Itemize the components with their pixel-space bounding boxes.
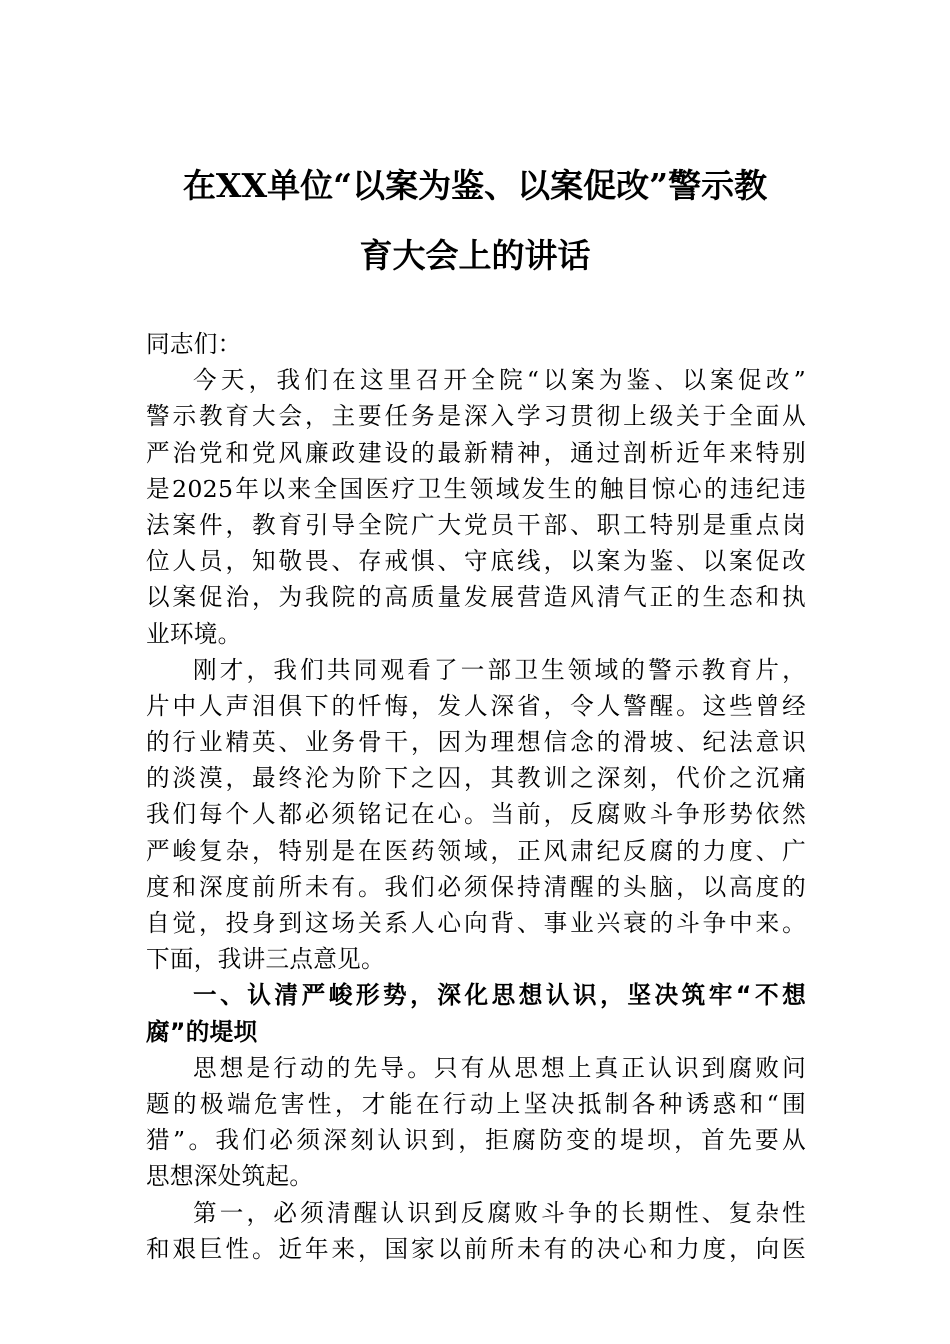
body-text-line: 位人员，知敬畏、存戒惧、守底线，以案为鉴、以案促改 — [146, 547, 806, 576]
body-text-line: 思想深处筑起。 — [146, 1162, 314, 1191]
document-body — [146, 326, 806, 1267]
body-text-line: 思想是行动的先导。只有从思想上真正认识到腐败问 — [193, 1053, 806, 1082]
section-heading-line: 一、认清严峻形势，深化思想认识，坚决筑牢“不想 — [193, 981, 806, 1010]
body-text-line: 警示教育大会，主要任务是深入学习贯彻上级关于全面从 — [146, 402, 806, 431]
body-text-line: 片中人声泪俱下的忏悔，发人深省，令人警醒。这些曾经 — [146, 691, 806, 720]
body-text-line: 刚才，我们共同观看了一部卫生领域的警示教育片， — [193, 655, 806, 684]
section-heading-line: 腐”的堤坝 — [146, 1017, 258, 1046]
body-text-line: 自觉，投身到这场关系人心向背、事业兴衰的斗争中来。 — [146, 909, 806, 937]
body-text-line: 下面，我讲三点意见。 — [146, 945, 385, 974]
body-text-line: 法案件，教育引导全院广大党员干部、职工特别是重点岗 — [146, 510, 806, 539]
body-text-line: 的行业精英、业务骨干，因为理想信念的滑坡、纪法意识 — [146, 728, 806, 757]
body-text-line: 我们每个人都必须铭记在心。当前，反腐败斗争形势依然 — [146, 800, 806, 829]
body-text-line: 业环境。 — [146, 619, 242, 648]
document-title-line-1: 在XX单位“以案为鉴、以案促改”警示教 — [182, 166, 768, 205]
body-text-line: 和艰巨性。近年来，国家以前所未有的决心和力度，向医 — [146, 1234, 806, 1263]
body-text-line: 度和深度前所未有。我们必须保持清醒的头脑，以高度的 — [146, 872, 806, 901]
body-text-line: 第一，必须清醒认识到反腐败斗争的长期性、复杂性 — [193, 1198, 806, 1227]
body-text-line: 今天，我们在这里召开全院“以案为鉴、以案促改” — [193, 366, 806, 395]
body-text-line: 的淡漠，最终沦为阶下之囚，其教训之深刻，代价之沉痛 — [146, 764, 806, 793]
body-text-line: 是2025年以来全国医疗卫生领域发生的触目惊心的违纪违 — [146, 474, 806, 503]
body-text-line: 猎”。我们必须深刻认识到，拒腐防变的堤坝，首先要从 — [146, 1126, 806, 1155]
body-text-line: 以案促治，为我院的高质量发展营造风清气正的生态和执 — [146, 583, 806, 612]
document-title-line-2: 育大会上的讲话 — [359, 236, 591, 275]
body-text-line: 严峻复杂，特别是在医药领域，正风肃纪反腐的力度、广 — [146, 836, 806, 865]
body-text-line: 同志们： — [146, 330, 242, 358]
body-text-line: 严治党和党风廉政建设的最新精神，通过剖析近年来特别 — [146, 438, 806, 467]
body-text-line: 题的极端危害性，才能在行动上坚决抵制各种诱惑和“围 — [146, 1089, 806, 1118]
